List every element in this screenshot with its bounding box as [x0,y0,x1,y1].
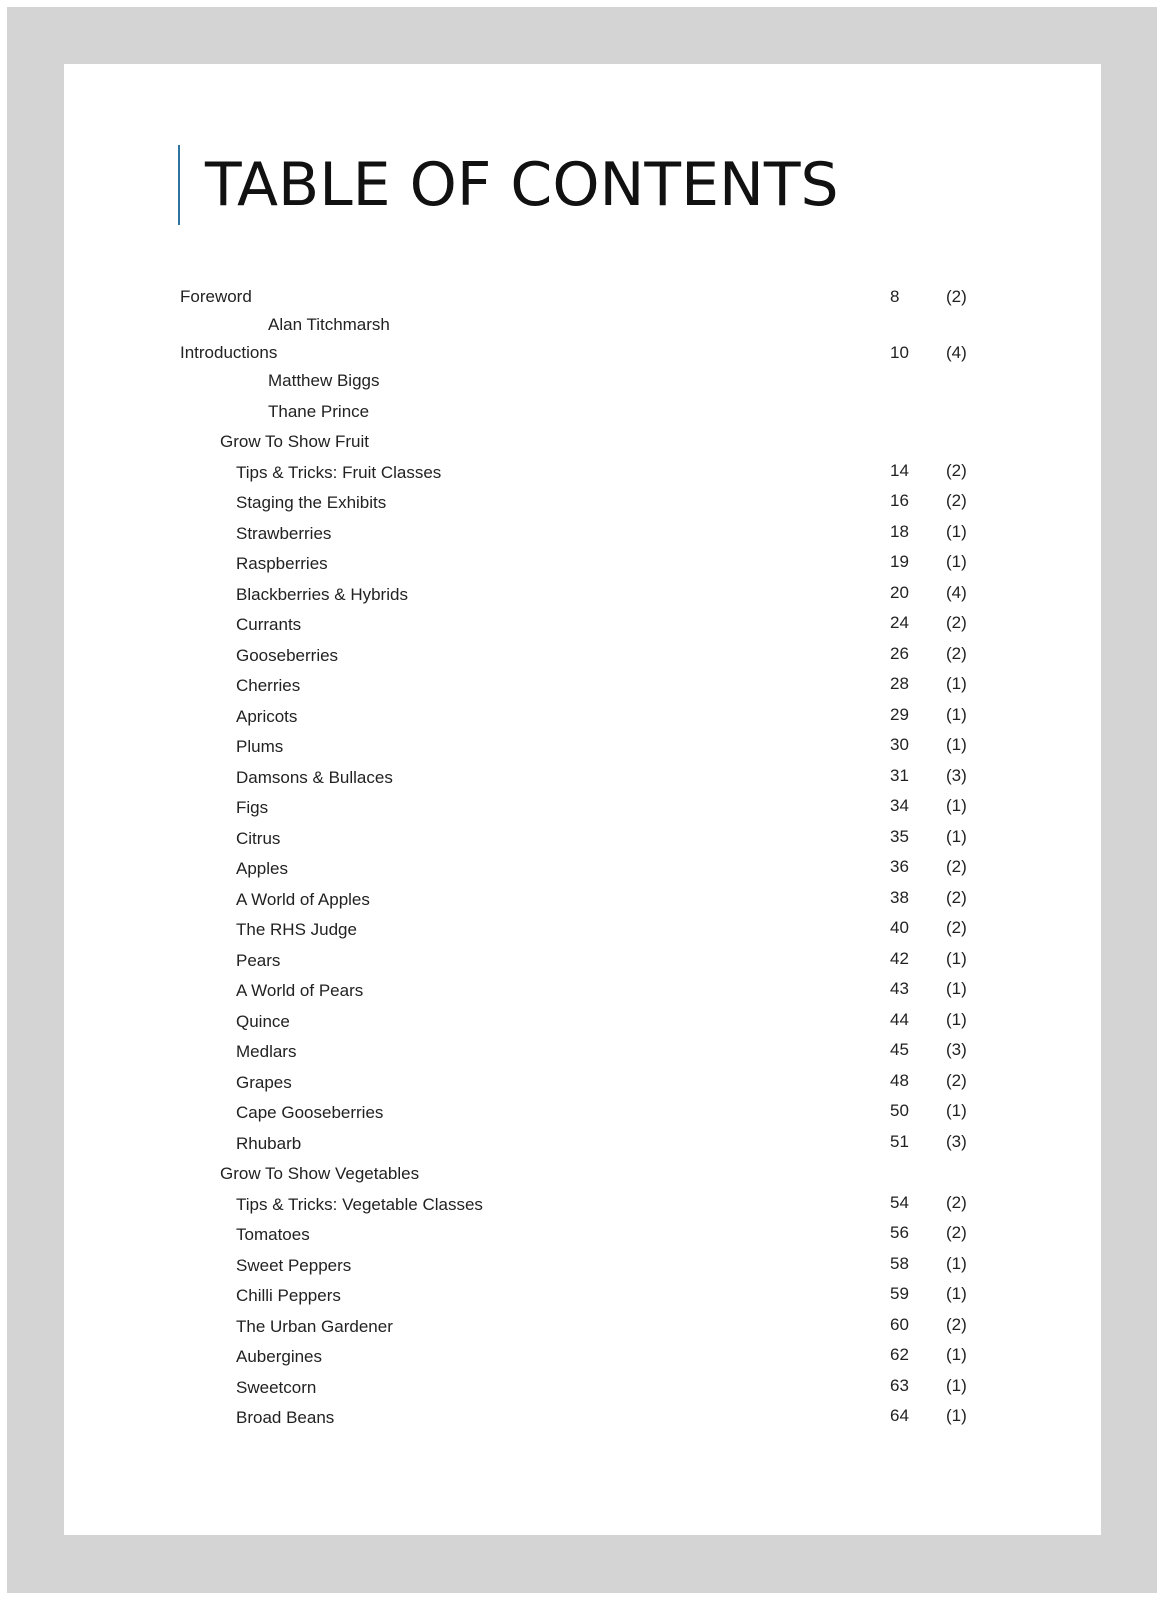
toc-entry-count: (2) [946,918,967,937]
toc-entry-label: Sweetcorn [236,1378,317,1397]
toc-entry[interactable] [64,312,1101,338]
toc-entry-count: (2) [946,287,967,306]
toc-entry-count: (1) [946,949,967,968]
toc-entry[interactable] [64,948,1101,974]
toc-entry-count: (2) [946,1071,967,1090]
toc-entry-count: (1) [946,1345,967,1364]
toc-entry-page: 58 [890,1254,909,1273]
toc-entry-label: Medlars [236,1042,297,1061]
toc-entry-page: 10 [890,343,909,362]
toc-section-heading[interactable] [64,429,1101,455]
toc-entry-page: 62 [890,1345,909,1364]
toc-entry[interactable] [64,340,1101,366]
toc-entry-page: 8 [890,287,900,306]
toc-entry-count: (1) [946,1254,967,1273]
toc-entry-label: Thane Prince [268,402,370,421]
toc-entry-page: 60 [890,1315,909,1334]
toc-entry[interactable] [64,1009,1101,1035]
toc-entry[interactable] [64,582,1101,608]
toc-entry-count: (1) [946,1406,967,1425]
toc-entry-page: 18 [890,522,909,541]
toc-entry-count: (1) [946,705,967,724]
toc-entry-count: (2) [946,1223,967,1242]
toc-entry-label: Apples [236,859,288,878]
toc-entry-page: 31 [890,766,909,785]
toc-entry[interactable] [64,643,1101,669]
toc-entry-page: 56 [890,1223,909,1242]
page-title: TABLE OF CONTENTS [205,150,839,220]
toc-entry-label: Matthew Biggs [268,371,380,390]
toc-entry[interactable] [64,521,1101,547]
toc-entry-count: (2) [946,491,967,510]
toc-entry-page: 38 [890,888,909,907]
toc-entry-page: 44 [890,1010,909,1029]
toc-entry[interactable] [64,1070,1101,1096]
toc-entry-count: (1) [946,827,967,846]
toc-entry[interactable] [64,1039,1101,1065]
toc-entry-count: (1) [946,735,967,754]
toc-entry-page: 35 [890,827,909,846]
document-viewport[interactable] [7,7,1157,1593]
toc-entry-page: 19 [890,552,909,571]
toc-entry-count: (1) [946,674,967,693]
toc-entry-page: 64 [890,1406,909,1425]
toc-entry[interactable] [64,1314,1101,1340]
toc-entry-page: 48 [890,1071,909,1090]
toc-entry-label: Staging the Exhibits [236,493,387,512]
toc-entry-page: 30 [890,735,909,754]
toc-entry-label: Apricots [236,707,298,726]
toc-entry-label: Quince [236,1012,290,1031]
toc-entry[interactable] [64,826,1101,852]
toc-entry[interactable] [64,856,1101,882]
toc-entry-count: (1) [946,1101,967,1120]
toc-entry-label: Grow To Show Fruit [220,432,369,451]
toc-entry-label: Grapes [236,1073,292,1092]
toc-entry-label: Strawberries [236,524,332,543]
toc-entry-count: (1) [946,1284,967,1303]
toc-entry-count: (1) [946,796,967,815]
toc-entry-label: Broad Beans [236,1408,335,1427]
toc-entry-count: (2) [946,644,967,663]
toc-entry-count: (2) [946,1193,967,1212]
toc-entry-label: Alan Titchmarsh [268,315,390,334]
toc-entry[interactable] [64,1131,1101,1157]
toc-entry-label: Tips & Tricks: Fruit Classes [236,463,442,482]
toc-entry[interactable] [64,1283,1101,1309]
toc-entry-label: Sweet Peppers [236,1256,352,1275]
toc-entry[interactable] [64,795,1101,821]
toc-entry[interactable] [64,1344,1101,1370]
toc-entry-page: 24 [890,613,909,632]
toc-entry[interactable] [64,368,1101,394]
toc-entry-page: 63 [890,1376,909,1395]
toc-entry-count: (1) [946,1376,967,1395]
toc-entry-label: Grow To Show Vegetables [220,1164,420,1183]
toc-entry-label: Rhubarb [236,1134,302,1153]
toc-entry-count: (1) [946,979,967,998]
toc-entry-count: (1) [946,522,967,541]
toc-entry-page: 59 [890,1284,909,1303]
toc-entry[interactable] [64,887,1101,913]
document-page [64,64,1101,1535]
toc-entry-count: (1) [946,1010,967,1029]
toc-entry-page: 43 [890,979,909,998]
toc-entry[interactable] [64,399,1101,425]
toc-entry-page: 40 [890,918,909,937]
toc-entry-label: Citrus [236,829,281,848]
toc-entry-count: (2) [946,1315,967,1334]
toc-entry-page: 54 [890,1193,909,1212]
toc-entry-page: 45 [890,1040,909,1059]
toc-entry[interactable] [64,1222,1101,1248]
toc-entry-label: Cherries [236,676,301,695]
toc-entry-count: (3) [946,766,967,785]
toc-entry-label: Introductions [180,343,278,362]
toc-entry[interactable] [64,490,1101,516]
table-of-contents [64,64,1101,1473]
toc-entry-count: (2) [946,888,967,907]
toc-entry-page: 36 [890,857,909,876]
toc-entry[interactable] [64,1375,1101,1401]
toc-entry-label: Cape Gooseberries [236,1103,384,1122]
toc-entry-label: Raspberries [236,554,328,573]
toc-entry-label: A World of Pears [236,981,364,1000]
toc-entry-label: Currants [236,615,302,634]
toc-entry[interactable] [64,460,1101,486]
toc-entry-count: (2) [946,613,967,632]
toc-entry-label: Blackberries & Hybrids [236,585,408,604]
toc-entry-label: Chilli Peppers [236,1286,341,1305]
toc-entry[interactable] [64,978,1101,1004]
toc-entry[interactable] [64,612,1101,638]
toc-entry-label: Pears [236,951,281,970]
toc-entry-count: (4) [946,583,967,602]
toc-entry-label: Foreword [180,287,252,306]
toc-entry-count: (4) [946,343,967,362]
toc-entry[interactable] [64,765,1101,791]
toc-entry[interactable] [64,704,1101,730]
toc-entry-page: 14 [890,461,909,480]
toc-entry-page: 51 [890,1132,909,1151]
toc-entry-count: (2) [946,461,967,480]
toc-entry-count: (2) [946,857,967,876]
toc-entry-page: 50 [890,1101,909,1120]
toc-entry[interactable] [64,673,1101,699]
toc-entry-label: Tips & Tricks: Vegetable Classes [236,1195,483,1214]
toc-entry[interactable] [64,1100,1101,1126]
toc-entry-count: (1) [946,552,967,571]
toc-entry-label: The Urban Gardener [236,1317,393,1336]
toc-entry-page: 42 [890,949,909,968]
toc-entry[interactable] [64,734,1101,760]
toc-entry-label: Tomatoes [236,1225,310,1244]
toc-entry[interactable] [64,551,1101,577]
toc-entry-label: Figs [236,798,269,817]
toc-entry[interactable] [64,284,1101,310]
toc-entry-count: (3) [946,1132,967,1151]
toc-entry-page: 29 [890,705,909,724]
toc-entry-label: A World of Apples [236,890,370,909]
toc-entry-label: Plums [236,737,284,756]
toc-entry-page: 26 [890,644,909,663]
toc-entry[interactable] [64,917,1101,943]
toc-entry-label: Gooseberries [236,646,339,665]
toc-entry-page: 34 [890,796,909,815]
toc-entry-label: Damsons & Bullaces [236,768,393,787]
toc-entry[interactable] [64,1192,1101,1218]
toc-entry-page: 28 [890,674,909,693]
toc-entry-page: 16 [890,491,909,510]
toc-entry-label: Aubergines [236,1347,323,1366]
toc-entry-count: (3) [946,1040,967,1059]
toc-entry[interactable] [64,1405,1101,1431]
toc-entry[interactable] [64,1253,1101,1279]
toc-entry-page: 20 [890,583,909,602]
toc-entry-label: The RHS Judge [236,920,357,939]
toc-section-heading[interactable] [64,1161,1101,1187]
